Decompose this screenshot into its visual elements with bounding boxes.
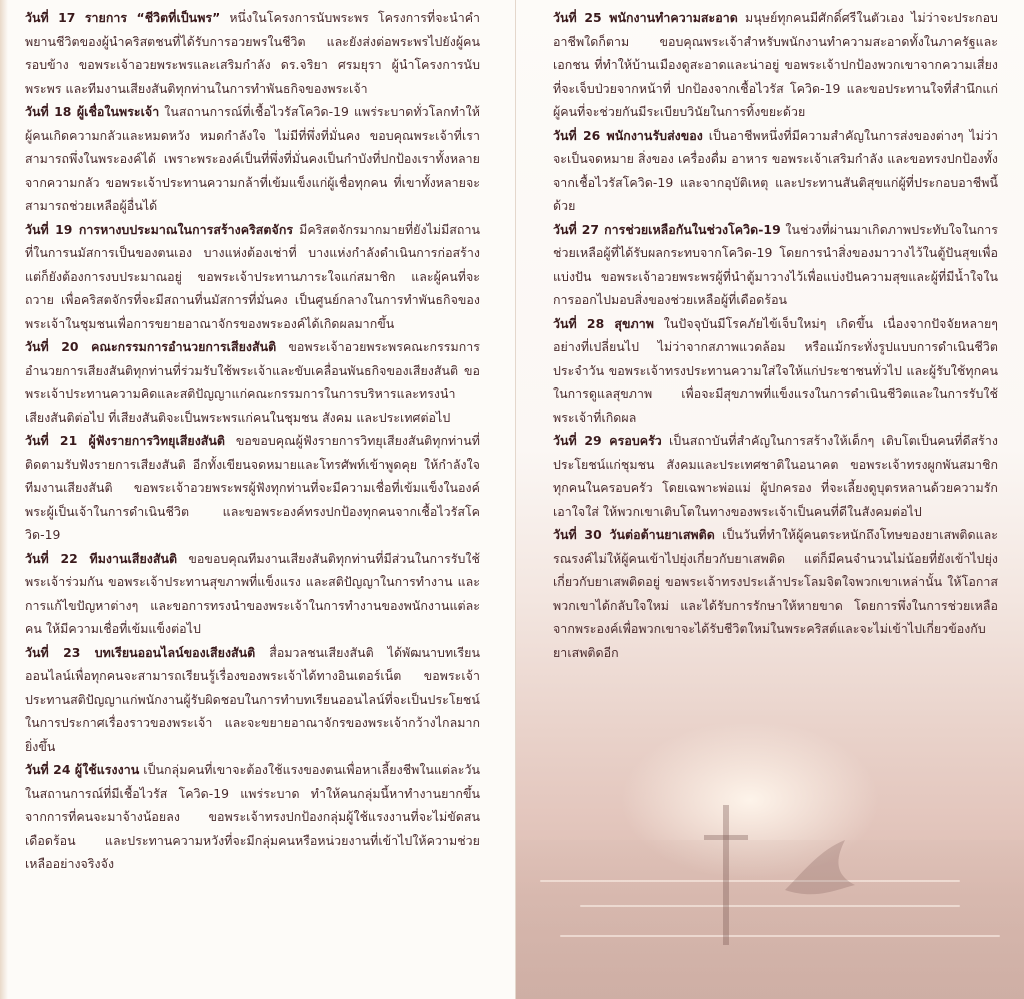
entry-body: เป็นวันที่ทำให้ผู้คนตระหนักถึงโทษของยาเสพติดและรณรงค์ไม่ให้ผู้คนเข้าไปยุ่งเกี่ยวกับยาเสพติด แต่ก็มีคนจำนวนไม่น้อยที่ยังเข้าไปยุ่งเกี่ยวกับยาเสพติดอยู่ ขอพระเจ้าทรงประเล้าประโลมจิตใจพวกเขาเหล่านั้น ให้โอกาสพวกเขาได้กลับใจใหม่ และได้รับการรักษาให้หายขาด โดยการพึ่งในการช่วยเหลือจากพระองค์เพื่อพวกเขาจะได้รับชีวิตใหม่ในพระคริสต์และจะไม่เข้าไปเกี่ยวข้องกับยาเสพติดอีก (553, 527, 998, 660)
entry-body: ในสถานการณ์ที่เชื้อไวรัสโควิด-19 แพร่ระบาดทั่วโลกทำให้ผู้คนเกิดความกลัวและหมดหวัง หมดกำลังใจ ไม่มีที่พึ่งที่มั่นคง ขอบคุณพระเจ้าที่เราสามารถพึ่งในพระองค์ได้ เพราะพระองค์เป็นที่พึ่งที่มั่นคงเป็นกำบังที่ปกป้องเราทั้งหลายจากความกลัว ขอพระเจ้าประทานความกล้าที่เข้มแข็งแก่ผู้เชื่อทุกคน ที่เขาทั้งหลายจะสามารถช่วยเหลือผู้อื่นได้ (25, 104, 480, 213)
entry-body: หนึ่งในโครงการนับพระพร โครงการที่จะนำคำพยานชีวิตของผู้นำคริสตชนที่ได้รับการอวยพรในชีวิต และยังส่งต่อพระพรไปยังผู้คนรอบข้าง ขอพระเจ้าอวยพระพรและเสริมกำลัง ดร.จริยา ศรมยุรา ผู้นำโครงการนับพระพร และทีมงานเสียงสันติทุกท่านในการทำพันธกิจของพระเจ้า (25, 10, 481, 96)
entry-body: ขอพระเจ้าอวยพระพรคณะกรรมการอำนวยการเสียงสันติทุกท่านที่ร่วมรับใช้พระเจ้าและขับเคลื่อนพันธกิจของเสียงสันติ ขอพระเจ้าประทานความคิดและสติปัญญาแก่คณะกรรมการในการบริหารและทรงนำเสียงสันติต่อไป ที่เสียงสันติจะเป็นพระพรแก่คนในชุมชน สังคม และประเทศต่อไป (25, 339, 480, 425)
prayer-entry-21 (25, 429, 480, 547)
prayer-entry-25 (553, 6, 998, 124)
prayer-entry-19 (25, 218, 480, 336)
entry-body: มนุษย์ทุกคนมีศักดิ์ศรีในตัวเอง ไม่ว่าจะประกอบอาชีพใดก็ตาม ขอบคุณพระเจ้าสำหรับพนักงานทำความสะอาดทั้งในภาครัฐและเอกชน ที่ทำให้บ้านเมืองดูสะอาดและน่าอยู่ ขอพระเจ้าปกป้องพวกเขาจากความเสี่ยงที่จะเจ็บป่วยจากหน้าที่ ปกป้องจากเชื้อไวรัส โควิด-19 และขอประทานใจที่สำนึกแก่ผู้คนที่จะช่วยกันมีระเบียบวินัยในการทิ้งขยะด้วย (553, 10, 998, 119)
entry-title: วันที่ 25 พนักงานทำความสะอาด (553, 10, 738, 25)
entry-body: ขอขอบคุณผู้ฟังรายการวิทยุเสียงสันติทุกท่านที่ติดตามรับฟังรายการเสียงสันติ อีกทั้งเขียนจดหมายและโทรศัพท์เข้าพูดคุย ให้กำลังใจทีมงานเสียงสันติ ขอพระเจ้าอวยพระพรผู้ฟังทุกท่านที่จะมีความเชื่อที่เข้มแข็งในองค์พระผู้เป็นเจ้าในการดำเนินชีวิต และขอพระองค์ทรงปกป้องทุกคนจากเชื้อไวรัสโควิด-19 (25, 433, 480, 542)
entry-body: ขอขอบคุณทีมงานเสียงสันติทุกท่านที่มีส่วนในการรับใช้พระเจ้าร่วมกัน ขอพระเจ้าประทานสุขภาพที่แข็งแรง และสติปัญญาในการทำงาน และการแก้ไขปัญหาต่างๆ และขอการทรงนำของพระเจ้าในการทำงานของพนักงานแต่ละคน ให้มีความเชื่อที่เข้มแข็งต่อไป (25, 550, 480, 636)
prayer-entry-18 (25, 100, 480, 218)
prayer-entry-23 (25, 641, 480, 759)
dove-silhouette-icon (775, 830, 865, 920)
entry-body: ในปัจจุบันมีโรคภัยไข้เจ็บใหม่ๆ เกิดขึ้น เนื่องจากปัจจัยหลายๆ อย่างที่เปลี่ยนไป ไม่ว่าจากสภาพแวดล้อม หรือแม้กระทั่งรูปแบบการดำเนินชีวิตประจำวัน ขอพระเจ้าทรงประทานความใส่ใจให้แก่ประชาชนทั่วไป และผู้รับใช้ทุกคน ในการดูแลสุขภาพ เพื่อจะมีสุขภาพที่แข็งแรงในการดำเนินชีวิตและในการรับใช้พระเจ้าที่เกิดผล (553, 315, 998, 425)
entry-title: วันที่ 19 การหางบประมาณในการสร้างคริสตจักร (25, 221, 294, 237)
entry-title: วันที่ 29 ครอบครัว (553, 433, 662, 448)
prayer-entry-28 (553, 312, 998, 430)
cross-silhouette-icon (700, 805, 752, 945)
entry-body: เป็นสถาบันที่สำคัญในการสร้างให้เด็กๆ เติบโตเป็นคนที่ดีสร้างประโยชน์แก่ชุมชน สังคมและประเทศชาติในอนาคต ขอพระเจ้าทรงผูกพันสมาชิกทุกคนในครอบครัว โดยเฉพาะพ่อแม่ ผู้ปกครอง ที่จะเลี้ยงดูบุตรหลานด้วยความรัก เอาใจใส่ ให้พวกเขาเติบโตในทางของพระเจ้าเป็นคนที่ดีในสังคมต่อไป (553, 433, 998, 519)
page-edge-shadow (0, 0, 8, 999)
entry-body: ในช่วงที่ผ่านมาเกิดภาพประทับใจในการช่วยเหลือผู้ที่ได้รับผลกระทบจากโควิด-19 โดยการนำสิ่งของมาวางไว้ในตู้ปันสุขเพื่อแบ่งปัน ขอพระเจ้าอวยพระพรผู้ที่นำตู้มาวางไว้เพื่อแบ่งปันความสุขและผู้ที่มีน้ำใจในการออกไปมอบสิ่งของช่วยเหลือผู้ที่เดือดร้อน (553, 221, 998, 307)
entry-title: วันที่ 26 พนักงานรับส่งของ (553, 127, 703, 143)
entry-title: วันที่ 28 สุขภาพ (553, 315, 654, 331)
water-ripple (580, 905, 960, 907)
prayer-entry-26 (553, 124, 998, 218)
entry-title: วันที่ 24 ผู้ใช้แรงงาน (25, 762, 140, 777)
entry-title: วันที่ 20 คณะกรรมการอำนวยการเสียงสันติ (25, 339, 277, 354)
entry-title: วันที่ 23 บทเรียนออนไลน์ของเสียงสันติ (25, 644, 256, 660)
entry-title: วันที่ 18 ผู้เชื่อในพระเจ้า (25, 104, 160, 119)
sea-reflection (516, 840, 1024, 999)
prayer-entry-17 (25, 6, 480, 100)
prayer-entry-22 (25, 547, 480, 641)
prayer-entry-30 (553, 523, 998, 664)
entry-body: สื่อมวลชนเสียงสันติ ได้พัฒนาบทเรียนออนไลน์เพื่อทุกคนจะสามารถเรียนรู้เรื่องของพระเจ้าได้ทางอินเตอร์เน็ต ขอพระเจ้าประทานสติปัญญาแก่พนักงานผู้รับผิดชอบในการทำบทเรียนออนไลน์ที่จะเป็นประโยชน์ในการประกาศเรื่องราวของพระเจ้า และจะขยายอาณาจักรของพระเจ้ากว้างไกลมากยิ่งขึ้น (25, 644, 480, 754)
entry-title: วันที่ 17 รายการ “ชีวิตที่เป็นพร” (25, 10, 221, 25)
entry-body: เป็นอาชีพหนึ่งที่มีความสำคัญในการส่งของต่างๆ ไม่ว่าจะเป็นจดหมาย สิ่งของ เครื่องดื่ม อาหาร ขอพระเจ้าเสริมกำลัง และขอทรงปกป้องทั้งจากเชื้อไวรัสโควิด-19 และจากอุบัติเหตุ และประทานสันติสุขแก่ผู้ที่ประกอบอาชีพนี้ด้วย (553, 127, 998, 213)
prayer-entry-29 (553, 429, 998, 523)
prayer-entry-24 (25, 758, 480, 876)
entry-body: เป็นกลุ่มคนที่เขาจะต้องใช้แรงของตนเพื่อหาเลี้ยงชีพในแต่ละวัน ในสถานการณ์ที่มีเชื้อไวรัส โควิด-19 แพร่ระบาด ทำให้คนกลุ่มนี้หาทำงานยากขึ้นจากการที่คนจะมาจ้างน้อยลง ขอพระเจ้าทรงปกป้องกลุ่มผู้ใช้แรงงานที่จะไม่ขัดสน เดือดร้อน และประทานความหวังที่จะมีกลุ่มคนหรือหน่วยงานที่เข้าไปให้ความช่วยเหลืออย่างจริงจัง (25, 762, 480, 871)
water-ripple (560, 935, 1000, 937)
column-divider (515, 0, 516, 999)
entry-title: วันที่ 27 การช่วยเหลือกันในช่วงโควิด-19 (553, 221, 781, 237)
entry-title: วันที่ 30 วันต่อต้านยาเสพติด (553, 527, 715, 542)
entry-title: วันที่ 22 ทีมงานเสียงสันติ (25, 550, 178, 566)
prayer-entry-27 (553, 218, 998, 312)
prayer-entry-20 (25, 335, 480, 429)
left-column (25, 6, 480, 876)
entry-body: มีคริสตจักรมากมายที่ยังไม่มีสถานที่ในการนมัสการเป็นของตนเอง บางแห่งต้องเช่าที่ บางแห่งกำลังดำเนินการก่อสร้างแต่ก็ยังต้องการงบประมาณอยู่ ขอพระเจ้าประทานภาระใจแก่สมาชิก และผู้คนที่จะถวาย เพื่อคริสตจักรที่จะมีสถานที่นมัสการที่มั่นคง เป็นศูนย์กลางในการทำพันธกิจของพระเจ้าในชุมชนเพื่อการขยายอาณาจักรของพระองค์ได้เกิดผลมากขึ้น (25, 221, 480, 331)
entry-title: วันที่ 21 ผู้ฟังรายการวิทยุเสียงสันติ (25, 433, 226, 448)
right-column (553, 6, 998, 664)
